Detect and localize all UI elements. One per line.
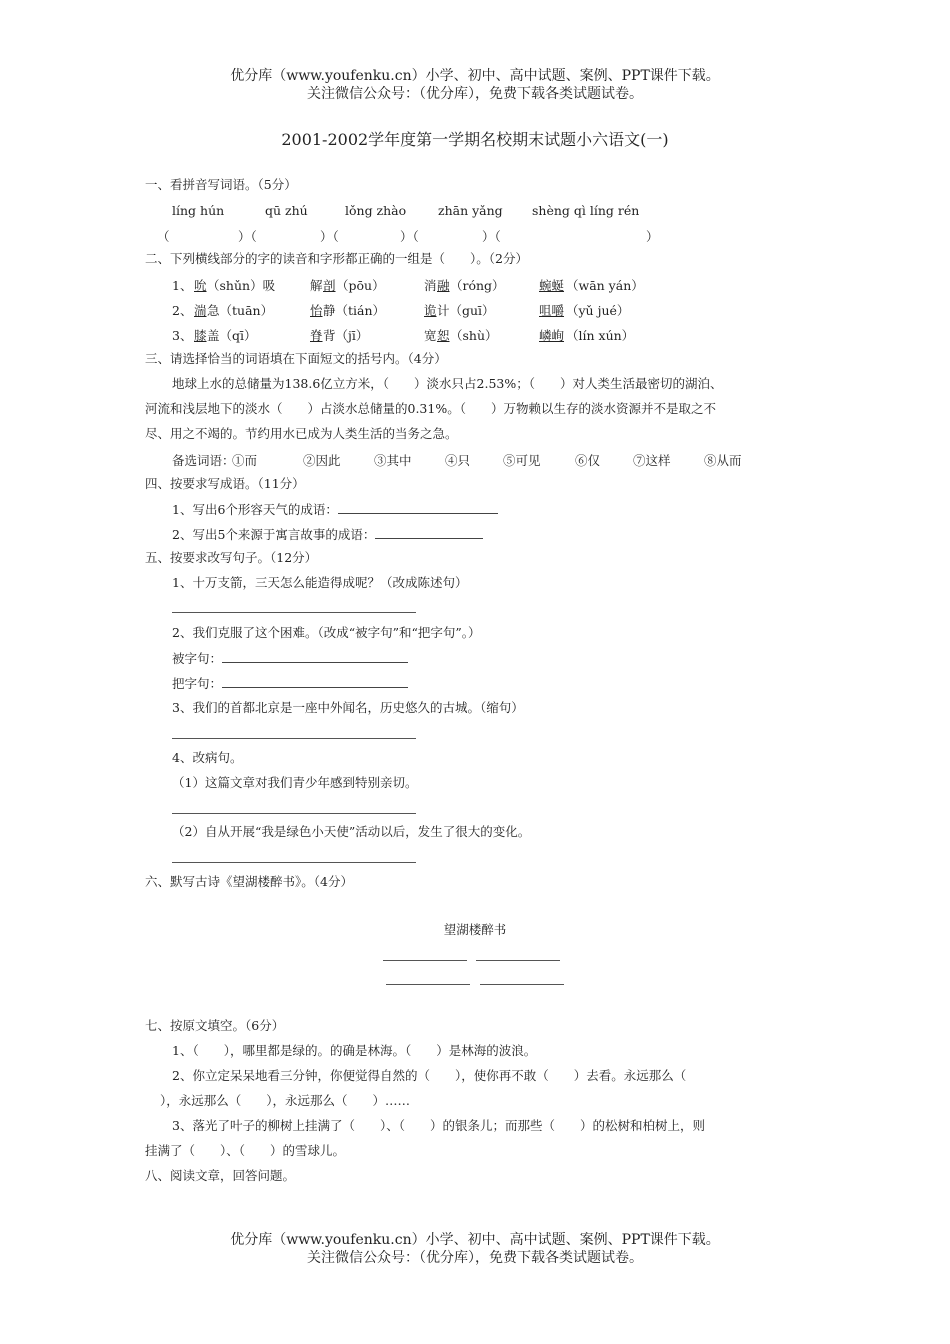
bei-label: 被字句：: [172, 651, 223, 666]
pinyin-text: 盖（qī）: [207, 328, 257, 343]
pinyin-text: （shǔn）吸: [207, 278, 276, 293]
fill-question-1: 1、（ ），哪里都是绿的。的确是林海。（ ）是林海的波浪。: [172, 1043, 537, 1058]
bracket: ）（: [482, 229, 501, 244]
passage-line-3: 尽、用之不竭的。节约用水已成为人类生活的当务之急。: [145, 426, 458, 441]
ba-label: 把字句：: [172, 676, 223, 691]
idiom-question-1-text: 1、写出6个形容天气的成语：: [172, 502, 338, 517]
bracket: ）（: [238, 229, 257, 244]
ba-sentence-row: [172, 675, 408, 692]
pinyin-text: 计（guī）: [437, 303, 495, 318]
plain-char: 解: [310, 278, 323, 293]
underlined-char: 吮: [194, 278, 207, 293]
pinyin-text: 静（tián）: [323, 303, 386, 318]
pinyin-text: （róng）: [450, 278, 505, 293]
fill-question-3a: 3、落光了叶子的柳树上挂满了（ ）、（ ）的银条儿；而那些（ ）的松树和柏树上，则: [172, 1118, 705, 1133]
pinyin-text: （yǔ jué）: [566, 303, 630, 318]
underlined-char: 怡: [310, 303, 323, 318]
pinyin-text: （shù）: [450, 328, 498, 343]
section-7-heading: 七、按原文填空。（6分）: [145, 1018, 285, 1033]
pinyin-3: lǒng zhào: [345, 203, 407, 218]
site-header-line1: 优分库（www.youfenku.cn）小学、初中、高中试题、案例、PPT课件下载。: [230, 68, 720, 84]
underlined-char: 湍: [194, 303, 207, 318]
bei-sentence-row: [172, 650, 408, 667]
idiom-question-2-text: 2、写出5个来源于寓言故事的成语：: [172, 527, 376, 542]
poem-line-blank[interactable]: [383, 960, 467, 961]
rewrite-question-3: 3、我们的首都北京是一座中外闻名，历史悠久的古城。（缩句）: [172, 700, 524, 715]
poem-line-blank[interactable]: [386, 984, 470, 985]
section-3-heading: 三、请选择恰当的词语填在下面短文的括号内。（4分）: [145, 351, 447, 366]
underlined-char: 剖: [323, 278, 336, 293]
underlined-char: 脊: [310, 328, 323, 343]
answer-blank[interactable]: [338, 501, 498, 514]
idiom-question-1: [172, 501, 498, 518]
answer-line[interactable]: [172, 813, 416, 814]
poem-line-blank[interactable]: [476, 960, 560, 961]
section-4-heading: 四、按要求写成语。（11分）: [145, 476, 305, 491]
option-item: ⑦这样: [633, 453, 671, 468]
section-5-heading: 五、按要求改写句子。（12分）: [145, 550, 318, 565]
site-footer-line1: 优分库（www.youfenku.cn）小学、初中、高中试题、案例、PPT课件下载。: [230, 1232, 720, 1248]
rewrite-question-4: 4、改病句。: [172, 750, 243, 765]
pinyin-4: zhān yǎng: [438, 203, 503, 218]
passage-line-2: 河流和浅层地下的淡水（ ）占淡水总储量的0.31%。（ ）万物赖以生存的淡水资源并不是取之不: [145, 401, 716, 416]
rewrite-question-1: 1、十万支箭，三天怎么能造得成呢？（改成陈述句）: [172, 575, 468, 590]
fill-question-2b: ），永远那么（ ），永远那么（ ）……: [160, 1093, 411, 1108]
option-item: ④只: [445, 453, 471, 468]
poem-title: 望湖楼醉书: [443, 922, 507, 937]
page-title: 2001-2002学年度第一学期名校期末试题小六语文(一): [281, 130, 669, 149]
option-item: ①而: [232, 453, 258, 468]
idiom-question-2: [172, 526, 483, 543]
underlined-word: 咀嚼: [539, 303, 565, 318]
answer-blank[interactable]: [222, 675, 408, 688]
rewrite-question-2: 2、我们克服了这个困难。（改成“被字句”和“把字句”。）: [172, 625, 481, 640]
pinyin-2: qū zhú: [265, 203, 308, 218]
bracket: ）: [646, 229, 659, 244]
answer-line[interactable]: [172, 738, 416, 739]
option-item: ②因此: [303, 453, 341, 468]
site-footer-line2: 关注微信公众号：（优分库），免费下载各类试题试卷。: [307, 1250, 643, 1266]
sentence-fix-1: （1）这篇文章对我们青少年感到特别亲切。: [172, 775, 418, 790]
sentence-fix-2: （2）自从开展“我是绿色小天使”活动以后，发生了很大的变化。: [172, 824, 531, 839]
options-label: 备选词语：: [172, 453, 235, 468]
pinyin-text: 急（tuān）: [207, 303, 274, 318]
choice-number: 2、: [172, 303, 193, 318]
underlined-char: 膝: [194, 328, 207, 343]
plain-char: 宽: [424, 328, 437, 343]
underlined-word: 蜿蜒: [539, 278, 565, 293]
pinyin-text: （wān yán）: [566, 278, 644, 293]
pinyin-text: 背（jī）: [323, 328, 369, 343]
plain-char: 消: [424, 278, 437, 293]
bracket: ）（: [320, 229, 339, 244]
option-item: ⑤可见: [503, 453, 541, 468]
choice-number: 3、: [172, 328, 193, 343]
pinyin-text: （lín xún）: [566, 328, 635, 343]
option-item: ③其中: [374, 453, 412, 468]
section-1-heading: 一、看拼音写词语。（5分）: [145, 177, 297, 192]
fill-question-3b: 挂满了（ ）、（ ）的雪球儿。: [145, 1143, 346, 1158]
pinyin-5: shèng qì líng rén: [532, 203, 640, 218]
option-item: ⑥仅: [575, 453, 601, 468]
choice-number: 1、: [172, 278, 193, 293]
section-2-heading: 二、下列横线部分的字的读音和字形都正确的一组是（ ）。（2分）: [145, 251, 528, 266]
fill-question-2a: 2、你立定呆呆地看三分钟，你便觉得自然的（ ），使你再不敢（ ）去看。永远那么（: [172, 1068, 687, 1083]
site-header-line2: 关注微信公众号：（优分库），免费下载各类试题试卷。: [307, 86, 643, 102]
bracket: （: [157, 229, 170, 244]
underlined-word: 嶙峋: [539, 328, 565, 343]
section-6-heading: 六、默写古诗《望湖楼醉书》。（4分）: [145, 874, 353, 889]
underlined-char: 诡: [424, 303, 437, 318]
underlined-char: 恕: [437, 328, 450, 343]
section-8-heading: 八、阅读文章，回答问题。: [145, 1168, 296, 1183]
option-item: ⑧从而: [704, 453, 742, 468]
poem-line-blank[interactable]: [480, 984, 564, 985]
answer-line[interactable]: [172, 862, 416, 863]
answer-blank[interactable]: [222, 650, 408, 663]
answer-blank[interactable]: [375, 526, 483, 539]
bracket: ）（: [400, 229, 419, 244]
pinyin-1: líng hún: [172, 203, 225, 218]
answer-line[interactable]: [172, 612, 416, 613]
pinyin-text: （pōu）: [336, 278, 385, 293]
passage-line-1: 地球上水的总储量为138.6亿立方米，（ ）淡水只占2.53%；（ ）对人类生活最密切的湖泊、: [172, 376, 723, 391]
underlined-char: 融: [437, 278, 450, 293]
